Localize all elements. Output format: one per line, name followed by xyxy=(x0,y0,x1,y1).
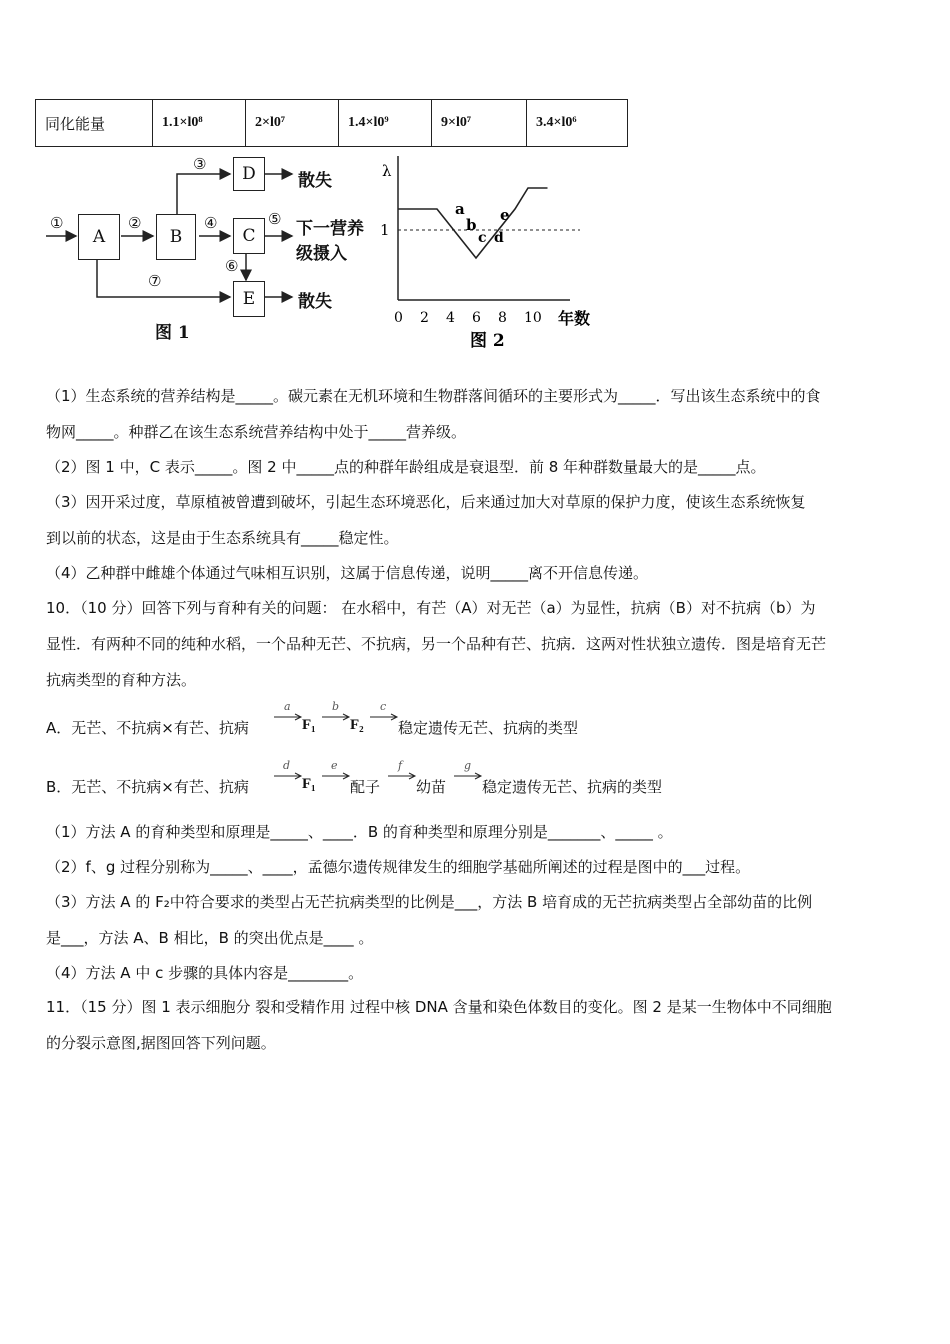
point-d-label: d xyxy=(494,230,504,246)
q10-intro-1: 10．（10 分）回答下列与育种有关的问题： 在水稻中，有芒（A）对无芒（a）为显性，抗病（B）对不抗病（b）为 xyxy=(46,599,816,617)
box-b: B xyxy=(156,214,196,260)
label-6: ⑥ xyxy=(225,257,239,275)
method-b-seedlings: 幼苗 xyxy=(416,778,447,796)
q11-line-2: 的分裂示意图,据图回答下列问题。 xyxy=(46,1034,276,1052)
table-header-cell: 同化能量 xyxy=(36,100,153,147)
step-c-label: c xyxy=(380,700,387,713)
arrow-icon xyxy=(454,771,484,781)
q11-line-1: 11．（15 分）图 1 表示细胞分 裂和受精作用 过程中核 DNA 含量和染色体数目的变化。图 2 是某一生物体中不同细胞 xyxy=(46,998,832,1016)
arrow-icon xyxy=(370,712,400,722)
q10-intro-2: 显性．有两种不同的纯种水稻，一个品种无芒、不抗病，另一个品种有芒、抗病．这两对性状独立遗传．图是培育无芒 xyxy=(46,635,827,653)
lambda-chart xyxy=(370,150,610,350)
label-4: ④ xyxy=(204,214,218,232)
method-a-end: 稳定遗传无芒、抗病的类型 xyxy=(398,719,579,737)
step-f-label: f xyxy=(398,759,403,772)
q9-line-6: （4）乙种群中雌雄个体通过气味相互识别，这属于信息传递，说明_____离不开信息传递。 xyxy=(46,564,649,582)
method-a-f2: F₂ xyxy=(350,717,364,733)
box-a: A xyxy=(78,214,120,260)
step-g-label: g xyxy=(464,759,472,772)
table-row xyxy=(36,100,628,147)
x-tick-label: 0 xyxy=(394,310,403,326)
table-cell: 1.1×l0⁸ xyxy=(153,100,246,147)
label-3: ③ xyxy=(193,155,207,173)
table-cell: 9×l0⁷ xyxy=(432,100,527,147)
label-7: ⑦ xyxy=(148,272,162,290)
point-e-label: e xyxy=(500,206,510,224)
figure-1-caption: 图 1 xyxy=(155,323,190,343)
arrow-icon xyxy=(388,771,418,781)
point-a-label: a xyxy=(455,200,465,218)
point-c-label: c xyxy=(478,230,487,246)
output-c-text-2: 级摄入 xyxy=(296,244,347,264)
method-b-f1: F₁ xyxy=(302,776,316,792)
arrow-icon xyxy=(274,712,304,722)
reference-label: 1 xyxy=(380,221,390,239)
q10-sub-2: （2）f、g 过程分别称为_____、____，孟德尔遗传规律发生的细胞学基础所阐述的过程是图中的___过程。 xyxy=(46,858,751,876)
label-2: ② xyxy=(128,214,142,232)
box-d: D xyxy=(233,157,265,191)
method-b-end: 稳定遗传无芒、抗病的类型 xyxy=(482,778,663,796)
step-e-label: e xyxy=(331,759,338,772)
table-cell: 2×l0⁷ xyxy=(246,100,339,147)
q10-sub-3a: （3）方法 A 的 F₂中符合要求的类型占无芒抗病类型的比例是___，方法 B 培育成的无芒抗病类型占全部幼苗的比例 xyxy=(46,893,813,911)
table-cell: 3.4×l0⁶ xyxy=(527,100,628,147)
output-c-text-1: 下一营养 xyxy=(296,219,364,239)
x-tick-label: 6 xyxy=(472,310,481,326)
q9-line-2: 物网_____。种群乙在该生态系统营养结构中处于_____营养级。 xyxy=(46,423,467,441)
arrow-icon xyxy=(274,771,304,781)
label-5: ⑤ xyxy=(268,210,282,228)
arrow-icon xyxy=(322,712,352,722)
q9-line-5: 到以前的状态，这是由于生态系统具有_____稳定性。 xyxy=(46,529,399,547)
step-a-label: a xyxy=(284,700,291,713)
q10-sub-1: （1）方法 A 的育种类型和原理是_____、____．B 的育种类型和原理分别是_______、_____ 。 xyxy=(46,823,673,841)
x-tick-label: 8 xyxy=(498,310,507,326)
box-e: E xyxy=(233,281,265,317)
q10-sub-4: （4）方法 A 中 c 步骤的具体内容是________。 xyxy=(46,964,364,982)
x-axis-label: 年数 xyxy=(558,309,591,328)
method-b-start: B．无芒、不抗病×有芒、抗病 xyxy=(46,778,249,796)
energy-table xyxy=(35,99,628,147)
q9-line-1: （1）生态系统的营养结构是_____。碳元素在无机环境和生物群落间循环的主要形式为_____．写出该生态系统中的食 xyxy=(46,387,821,405)
method-a-f1: F₁ xyxy=(302,717,316,733)
x-tick-label: 10 xyxy=(524,310,542,326)
figure-2-caption: 图 2 xyxy=(470,331,505,350)
x-tick-label: 2 xyxy=(420,310,429,326)
box-c: C xyxy=(233,218,265,254)
step-b-label: b xyxy=(332,700,340,713)
output-e-text: 散失 xyxy=(298,292,332,312)
q10-sub-3b: 是___，方法 A、B 相比，B 的突出优点是____ 。 xyxy=(46,929,374,947)
step-d-label: d xyxy=(283,759,291,772)
method-b-gametes: 配子 xyxy=(350,778,381,796)
table-cell: 1.4×l0⁹ xyxy=(339,100,432,147)
y-axis-label: λ xyxy=(382,162,392,180)
point-b-label: b xyxy=(466,216,477,234)
label-1: ① xyxy=(50,214,64,232)
x-tick-label: 4 xyxy=(446,310,455,326)
arrow-icon xyxy=(322,771,352,781)
q10-intro-3: 抗病类型的育种方法。 xyxy=(46,671,197,689)
output-d-text: 散失 xyxy=(298,171,332,191)
q9-line-3: （2）图 1 中，C 表示_____。图 2 中_____点的种群年龄组成是衰退型．前 8 年种群数量最大的是_____点。 xyxy=(46,458,766,476)
q9-line-4: （3）因开采过度，草原植被曾遭到破坏，引起生态环境恶化，后来通过加大对草原的保护力度，使该生态系统恢复 xyxy=(46,493,806,511)
method-a-start: A．无芒、不抗病×有芒、抗病 xyxy=(46,719,249,737)
